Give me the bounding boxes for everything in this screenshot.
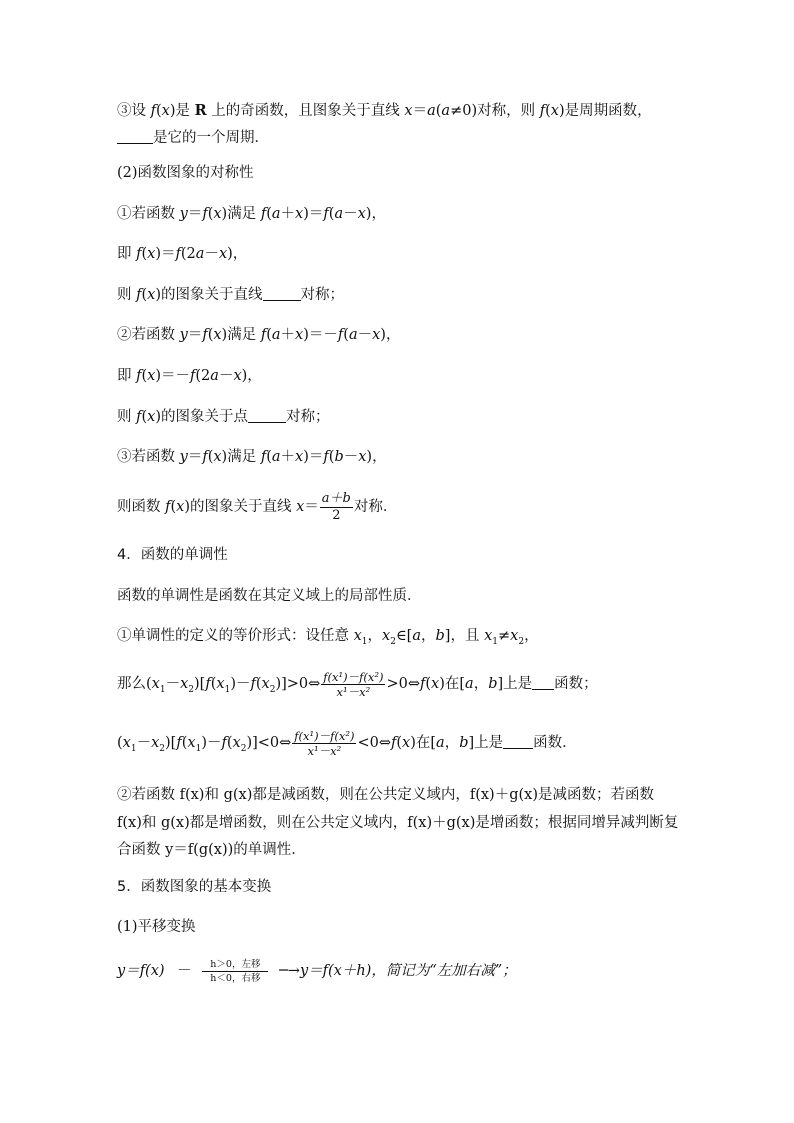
paragraph-periodic: ③设 f(x)是 R 上的奇函数，且图象关于直线 x＝a(a≠0)对称，则 f(x)是周期函数，是它的一个周期． <box>117 102 652 146</box>
paragraph-sym3: ③若函数 y＝f(x)满足 f(a＋x)＝f(b－x)， <box>117 449 387 465</box>
answer-blank <box>117 129 153 144</box>
paragraph-decreasing: $(x_1-x_2)[f(x_1)-f(x_2)]<0\Leftrightarrow$ $\frac{\text{f(x¹)－f(x²)}}{\text{x¹－x²}}$ <0⇔f(x)在[a，b]上是 函数． <box>117 728 577 758</box>
answer-blank <box>248 408 286 423</box>
answer-blank <box>503 734 533 749</box>
fraction: $\frac{\text{f(x¹)－f(x²)}}{\text{x¹－x²}}$ <box>294 728 355 758</box>
fraction: $\frac{a+b}{2}$ <box>321 490 351 523</box>
section-title-monotonicity: 4．函数的单调性 <box>117 547 228 563</box>
paragraph-monotonicity-intro: 函数的单调性是函数在其定义域上的局部性质． <box>117 588 422 604</box>
fraction: $\frac{\text{f(x¹)－f(x²)}}{\text{x¹－x²}}$ <box>323 669 384 699</box>
paragraph-sym2: ②若函数 y＝f(x)满足 f(a＋x)＝－f(a－x)， <box>117 327 401 343</box>
answer-blank <box>532 675 554 690</box>
paragraph-sym1: ①若函数 y＝f(x)满足 f(a＋x)＝f(a－x)， <box>117 206 386 222</box>
paragraph-sym1-result: 则 f(x)的图象关于直线 对称； <box>117 287 345 303</box>
section-title-symmetry: (2)函数图象的对称性 <box>117 165 254 181</box>
paragraph-increasing: 那么$(x_1-x_2)[f(x_1)-f(x_2)]>0\Leftrightarrow$ $\frac{\text{f(x¹)－f(x²)}}{\text{x¹－x²}}$ >0⇔f(x)在[a，b]上是 函数； <box>117 669 598 699</box>
answer-blank <box>263 286 301 301</box>
paragraph-sym2-equiv: 即 f(x)＝－f(2a－x)， <box>117 368 262 384</box>
paragraph-sym1-equiv: 即 f(x)＝f(2a－x)， <box>117 246 248 262</box>
transform-arrow: h＞0，左移 h＜0，右移 <box>202 959 268 984</box>
paragraph-composite-monotonicity: ②若函数 f(x)和 g(x)都是减函数，则在公共定义域内，f(x)＋g(x)是减函数；若函数 f(x)和 g(x)都是增函数，则在公共定义域内，f(x)＋g(x)是增函数；根据同增异减判断复合函数 y＝f(g(x))的单调性． <box>117 787 679 858</box>
dash: － <box>177 963 192 979</box>
section-title-translation: (1)平移变换 <box>117 919 196 935</box>
arrow-icon: ─→ <box>279 963 300 979</box>
paragraph-mono-def: ①单调性的定义的等价形式：设任意 $x_1$，$x_2\in[a$，b]，且 $x_1\ne x_2$， <box>117 628 539 647</box>
section-title-transformations: 5．函数图象的基本变换 <box>117 879 272 895</box>
paragraph-sym2-result: 则 f(x)的图象关于点 对称； <box>117 409 330 425</box>
paragraph-sym3-result: 则函数 f(x)的图象关于直线 x＝ $\frac{a+b}{2}$ 对称． <box>117 490 398 523</box>
paragraph-translation: y＝f(x) － h＞0，左移 h＜0，右移 ─→y＝f(x＋h)，简记为“左加右减”； <box>117 958 517 984</box>
